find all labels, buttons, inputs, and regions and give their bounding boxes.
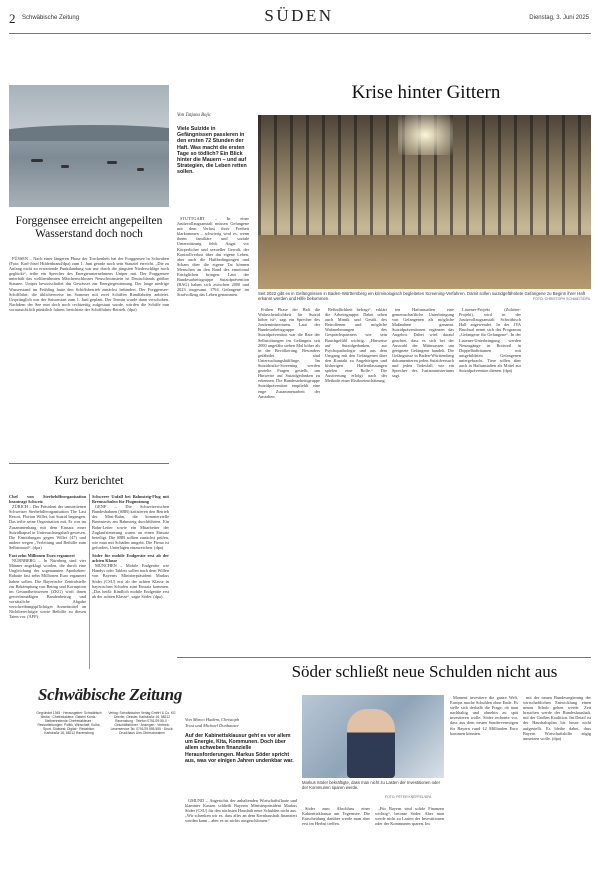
forggensee-article — [9, 256, 169, 314]
news-body: ZÜRICH – Der Präsident der umstrittenen Schweizer Sterbehilfeorganisation The Last Resort, Florian Willet, hat Suizid begangen. Das teilte seine Organisation mit. Er war im Zusammenhang mit dem Einsatz einer Suizidkapsel in Untersuchungshaft gewesen. Die Ermittlungen gegen Willet (47) und andere wegen „Verleitung und Beihilfe zum Selbstmord“. (dpa) — [9, 504, 86, 550]
prison-photo-caption: Seit 2022 gibt es in Gefängnissen in Baden-Württemberg ein kriminologisch begleitetes Screening-Verfahren. Damit sollen suizidgefährdete Gefangene zu Beginn ihrer Haft erkannt werden und Hilfe bekommen. — [258, 291, 585, 301]
krise-body: STUTTGART – In einer Justizvollzugsanstalt müssen Gefangene mit dem Verlust ihrer Freiheit klarkommen – schwierig wird es, wenn ihnen familiäre und soziale Unterstützung fehlt. Angst vor Körperlicher und sexueller Gewalt, der Kontrollverlust über das eigene Leben, aber auch die Haftbedingungen und Scham über die eigene Tat können Menschen an den Rand des emotional Erträglichen bringen. Laut der Bundesarbeitsgruppe Suizidprävention (BAG) haben sich zwischen 2000 und 2023 insgesamt 1794 Gefangene im Strafvollzug das Leben genommen. — [177, 216, 249, 298]
krise-body: Befindlichkeit befragt“, erklärt die Arbeitsgruppe. Dabei sehen auch Mimik und Gestik des Betroffenen und mögliche Wahrnehmungen des Gesprächspartners wie sein Bauchgefühl wichtig. „Hinweise auf Suizidgedanken, zur Psychopathologie und aus dem Umgang mit den Gefangenen über den Kontakt zu Angehörigen und bisherigen Haftentlassungen spielen eine Rolle.“ Die Auswertung erfolgt nach der Methode einer Risikoeinschätzung. — [325, 307, 387, 384]
author-line: Trost und Michael Donhauser — [185, 722, 239, 728]
forggensee-photo — [9, 85, 169, 207]
divider — [177, 657, 591, 658]
divider — [9, 463, 169, 464]
soeder-col-3 — [375, 806, 444, 828]
kurz-col-2 — [92, 494, 169, 600]
forggensee-body: FÜSSEN – Nach einer längeren Phase der Trockenheit hat der Forggensee in Schwaben (Foto: Karl-Josef Hildenbrand/dpa) zum 1. Juni gerade noch sein Stauziel erreicht. „Die zu Anfang nicht zu erwartende Punktlandung war nur durch die jüngsten Niederschläge noch geglückt“, teilte ein Sprecher des Energieunternehmens Uniper mit. Der Forggensee unterhält das weltberühmten Märchenschlosses Neuschwanstein ist Deutschlands größter Stausee. Uniper bewirtschaftet das Gewässer zur Energiegewinnung. Der lange niedrige Wasserstand im Frühling hatte den Schiffsbetrieb zunächst behindert. Der Forggensee-Schifffahrt, die üblicherweise im Sommer mit zwei Schiffen Rundfahrten anbietet. Ursprünglich war der Saisonstart zum 1. Juni geplant. Der Termin wurde dann verschoben. Nachdem der See nun doch noch rechtzeitig aufgestaut wurde, würden die Schiffe nun voraussichtlich pünktlich fahren, berichtete der Schifffahrts-Betrieb. (dpa) — [9, 256, 169, 312]
soeder-body: mit der neuen Bundesregierung der wirtschaftlichen Entwicklung einen neuen Schub geben werde. Zeit brauchen werde der Bundeshaushalt, mit der Großen Koalition. Im Detail ist der Haushaltsplan bis heute nicht aufgestellt. Es bleibe dabei, dass Bayern Wirtschaftshilfe zügig umsetzen wolle. (dpa) — [523, 695, 591, 741]
newspaper-name: Schwäbische Zeitung — [22, 15, 80, 21]
photo-credit: FOTO: PETER KNEFFEL/DPA — [385, 795, 432, 799]
news-title: Söder für mobile Endgeräte erst ab der achten Klasse — [92, 553, 169, 564]
soeder-col-5 — [523, 695, 591, 742]
author-line: Von Marco Hadem, Christoph — [185, 717, 240, 722]
masthead-info: Gegründet 1945 · Herausgeber: Schwäbisch Media · Chefredakteur: Gabriel Kords · Stellvertretende Chefredakteure · Ressortleitungen: Politik, Wirtschaft, Kultur, Sport, Südwest, Digital · Redaktion: Karlstraße 16, 88212 Ravensburg — [36, 711, 102, 735]
soeder-col-2 — [302, 806, 370, 828]
krise-body: Listener-Projekt (Zuhörer-Projekt), wird in der Justizvollzugsanstalt Schwäbisch Hall angewendet. In der JVA Bruchsal nennt sich das Programm „Gefangene für Gefangene“. In der Listener-Unterbringung werden Neuzugänge in Rottweil in Doppelhafträumen mit ausgebildeten Gefangenen untergebracht. Tiere sollen aber auch in Haftanstalten als Mittel zur Suizidprävention dienen. (dpa) — [459, 307, 521, 374]
news-title: Schwerer Unfall bei Bahnsteig-Flug mit Bremsschulen für Flugnutzung — [92, 494, 169, 505]
header-rule — [9, 33, 591, 34]
krise-col-3 — [325, 307, 387, 385]
soeder-authors — [185, 717, 239, 728]
news-body: MÜNCHEN – Mobile Endgeräte wie Handys oder Tablets sollen nach dem Willen von Bayerns Ministerpräsident Markus Söder (CSU) erst ab der achten Klasse in bayerischen Schulen zum Einsatz kommen. „Das heißt: Kindlich mobile Endgeräte erst ab der achten Klasse“, sagte Söder. (dpa) — [92, 563, 169, 599]
soeder-photo — [302, 695, 444, 778]
news-body: GENF – Die Schweizerischen Bundesbahnen (SBB) kritisieren den Betrieb der Mini-Bahn, die kommerzielle Bremstests am Bahnsteig durchführten. Ein Bahn-Leiter sowie ein Mitarbeiter der Zuglaufsteuerung waren an einen Einsatz beteiligt. Die SBB sollten zunächst prüfen, wie man mit Schäden umgeht. Die Firma ist gefordert, Unterlagen einzureichen. (dpa) — [92, 504, 169, 550]
krise-body: Frühen Phase der Haft die Wahrscheinlichkeit für Suizid höher ist“, sagt ein Sprecher des Justizministeriums. Laut der Bundesarbeitsgruppe Suizidprävention war die Rate der Selbsttötungen im Gefängnis seit 2000 ungefähr sieben Mal höher als in der Bevölkerung. Besonders gefährdet sind Untersuchungshäftlinge. Im Suizidrisiko-Screening werden gezielte Fragen gestellt, um Hinweise auf Suizidgedanken zu erkennen. Die Bundesarbeitsgruppe Suizidprävention empfiehlt eine enge Zusammenarbeit der Anstalten. — [258, 307, 320, 399]
krise-author: Von Tatjana Bojic — [177, 113, 212, 118]
krise-col-4 — [392, 307, 454, 380]
section-title: SÜDEN — [264, 6, 334, 25]
krise-body: ten Haftanstalten eine gemeinschaftliche Unterbringung von Gefangenen als mögliche Maßnahme genannt. Suizidpräventionen ergänzen das Angebot. Dabei wird darauf geachtet, dass es sich bei der Auswahl der Mitinsassen um geeignete Gefangene handelt. Die Gefängnisse in Baden-Württemberg dokumentieren jeden Suizidversuch und jeden Todesfall, wie ein Sprecher des Justizministeriums sagt. — [392, 307, 454, 379]
soeder-body: „Für Bayern sind solide Finanzen wichtig“, betonte Söder. Aber man werde nicht zu Lasten der Investitionen oder der Kommunen sparen. Im — [375, 806, 444, 827]
krise-lead: Viele Suizide in Gefängnissen passieren in den ersten 72 Stunden der Haft. Was macht die ersten Tage so tödlich? Ein Blick hinter die Mauern – und auf Strategien, die Leben retten sollen. — [177, 126, 247, 176]
column-rule — [89, 494, 90, 669]
soeder-headline: Söder schließt neue Schulden nicht aus — [291, 662, 558, 681]
masthead-info-publisher: Verlag: Schwäbischer Verlag GmbH & Co. KG Drexler, Gessler, Karlstraße 16, 88212 Ravensburg · Telefon 0751/29 55-0 · Geschäftsführer · Anzeigen · Vertrieb: Leserservice Tel. 0751/29 555 555 · Druck: Druckhaus Ulm-Oberschwaben — [108, 711, 176, 735]
soeder-body: Moment investiere die ganze Welt, Europa mache Schulden ohne Ende. Es stelle sich deshalb die Frage, ob man nachhaltig und ohnehin zu spät investieren wolle. Söder rechnete vor, dass aus dem neuen Sondervermögen für Bayern rund 12 Milliarden Euro kommen könnten. — [450, 695, 518, 736]
soeder-col-4 — [450, 695, 518, 737]
krise-headline: Krise hinter Gittern — [351, 82, 501, 103]
news-body: NÜRNBERG – In Nürnberg sind vier Männer angeklagt worden, die durch eine Ungleichung der sogenannten Apotheken-Rabatte fast zehn Millionen Euro ergaunert haben sollen. Die Bayerische Zentralstelle zur Bekämpfung von Betrug und Korruption im Gesundheitswesen (ZKG) wirft ihnen gewerbsmäßigen Bandenbetrug und vorsätzliche Abgabe verschreibungspflichtiger Arzneimittel an Nichtberechtigte sowie Beihilfe zu diesen Taten vor. (AFP) — [9, 558, 86, 620]
soeder-body: Söder zum Abschluss einer Kabinettsklausur am Tegernsee. Die Entscheidung darüber werde man aber erst im Herbst treffen. — [302, 806, 370, 827]
krise-col-5 — [459, 307, 521, 375]
kurz-berichtet-headline: Kurz berichtet — [54, 473, 124, 487]
krise-col-1 — [177, 216, 249, 299]
soeder-photo-caption: Markus Söder bekräftigte, dass man nicht zu Lasten der Investitionen oder der Kommunen sparen werde. — [302, 780, 441, 790]
soeder-lead: Auf der Kabinettsklausur geht es vor allem um Energie, Kita, Kommunen. Doch über allem schweben finanzielle Herausforderungen. Markus Söder spricht aus, was vor einigen Jahren undenkbar war. — [185, 733, 294, 764]
masthead-title: Schwäbische Zeitung — [38, 685, 183, 704]
page-number: 2 — [9, 11, 16, 26]
forggensee-headline: Forggensee erreicht angepeilten Wasserstand doch noch — [15, 215, 163, 240]
soeder-body: GMUND – Angesichts der anhaltenden Wirtschaftsflaute und klammer Kassen schließt Bayerns Ministerpräsident Markus Söder (CSU) für den nächsten Haushalt neue Schulden nicht aus. „Wir schenken wir es, dass alles an dem Kernhaushalt finanziert werden kann – aber es ist nichts ausgeschlossen.“ — [185, 798, 297, 824]
krise-col-2 — [258, 307, 320, 400]
news-title: Fast zehn Millionen Euro ergaunert — [9, 553, 75, 559]
soeder-col-1 — [185, 798, 297, 825]
prison-photo — [258, 115, 591, 289]
news-title: Chef von Sterbehilfeorganisation beantragt Schweiz — [9, 494, 86, 505]
issue-date: Dienstag, 3. Juni 2025 — [529, 15, 589, 21]
photo-credit: FOTO: CHRISTOPH SCHMIDT/DPA — [533, 297, 590, 301]
kurz-col-1 — [9, 494, 86, 621]
